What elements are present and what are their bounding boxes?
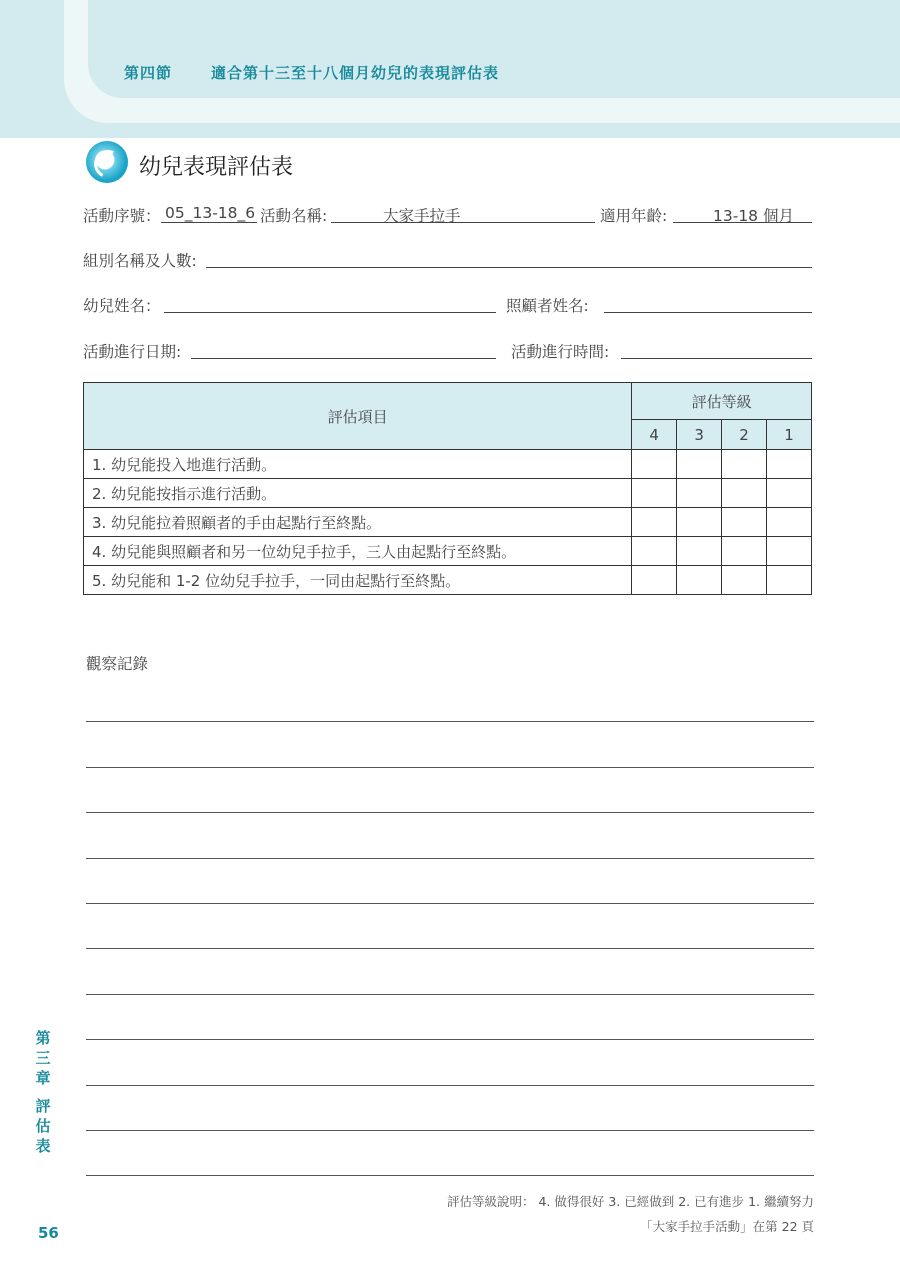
score-cell[interactable] bbox=[722, 450, 767, 479]
activity-no-label: 活動序號： bbox=[83, 207, 161, 225]
level-4-header: 4 bbox=[632, 420, 677, 450]
observation-line[interactable] bbox=[86, 1039, 814, 1040]
activity-no-value: 05_13-18_6 bbox=[165, 204, 256, 222]
score-cell[interactable] bbox=[767, 508, 812, 537]
activity-no-underline bbox=[161, 222, 257, 223]
child-name-field[interactable] bbox=[164, 312, 496, 313]
date-label: 活動進行日期: bbox=[83, 343, 182, 361]
group-field[interactable] bbox=[206, 267, 812, 268]
age-value: 13-18 個月 bbox=[713, 207, 794, 225]
age-label: 適用年齡: bbox=[600, 207, 668, 225]
activity-name-label: 活動名稱: bbox=[260, 207, 328, 225]
score-cell[interactable] bbox=[632, 537, 677, 566]
child-name-label: 幼兒姓名： bbox=[83, 297, 161, 315]
score-cell[interactable] bbox=[722, 566, 767, 595]
rating-legend: 評估等級說明： 4. 做得很好 3. 已經做到 2. 已有進步 1. 繼續努力 bbox=[447, 1194, 814, 1209]
score-cell[interactable] bbox=[767, 450, 812, 479]
table-row bbox=[84, 566, 812, 595]
score-cell[interactable] bbox=[632, 566, 677, 595]
observation-line[interactable] bbox=[86, 721, 814, 722]
item-3: 3. 幼兒能拉着照顧者的手由起點行至終點。 bbox=[84, 508, 632, 537]
observation-line[interactable] bbox=[86, 948, 814, 949]
observation-line[interactable] bbox=[86, 1175, 814, 1176]
table-row bbox=[84, 450, 812, 479]
chapter-label: 第三章 bbox=[35, 1029, 51, 1087]
table-row bbox=[84, 537, 812, 566]
score-cell[interactable] bbox=[722, 479, 767, 508]
section-title: 適合第十三至十八個月幼兒的表現評估表 bbox=[211, 64, 500, 82]
group-label: 組別名稱及人數: bbox=[83, 252, 197, 270]
evaluation-table bbox=[83, 382, 812, 595]
score-cell[interactable] bbox=[632, 450, 677, 479]
score-cell[interactable] bbox=[677, 537, 722, 566]
observation-line[interactable] bbox=[86, 994, 814, 995]
level-3-header: 3 bbox=[677, 420, 722, 450]
activity-name-value: 大家手拉手 bbox=[383, 207, 461, 225]
level-header: 評估等級 bbox=[632, 383, 812, 420]
page-reference: 「大家手拉手活動」在第 22 頁 bbox=[640, 1219, 814, 1234]
form-title: 幼兒表現評估表 bbox=[139, 155, 294, 180]
item-header: 評估項目 bbox=[84, 383, 632, 450]
observation-line[interactable] bbox=[86, 858, 814, 859]
score-cell[interactable] bbox=[677, 566, 722, 595]
item-4: 4. 幼兒能與照顧者和另一位幼兒手拉手，三人由起點行至終點。 bbox=[84, 537, 632, 566]
carer-name-field[interactable] bbox=[604, 312, 812, 313]
carer-name-label: 照顧者姓名: bbox=[506, 297, 589, 315]
score-cell[interactable] bbox=[722, 537, 767, 566]
score-cell[interactable] bbox=[632, 479, 677, 508]
time-field[interactable] bbox=[621, 358, 812, 359]
time-label: 活動進行時間: bbox=[511, 343, 610, 361]
observation-line[interactable] bbox=[86, 903, 814, 904]
score-cell[interactable] bbox=[632, 508, 677, 537]
section-label: 第四節 bbox=[124, 64, 173, 82]
header-tab bbox=[88, 0, 900, 98]
observation-line[interactable] bbox=[86, 1085, 814, 1086]
section-side-label: 評估表 bbox=[35, 1097, 51, 1155]
observation-line[interactable] bbox=[86, 767, 814, 768]
observation-title: 觀察記錄 bbox=[86, 655, 149, 673]
activity-name-underline bbox=[331, 222, 595, 223]
observation-line[interactable] bbox=[86, 1130, 814, 1131]
score-cell[interactable] bbox=[767, 566, 812, 595]
score-cell[interactable] bbox=[767, 479, 812, 508]
score-cell[interactable] bbox=[722, 508, 767, 537]
item-5: 5. 幼兒能和 1-2 位幼兒手拉手，一同由起點行至終點。 bbox=[84, 566, 632, 595]
level-1-header: 1 bbox=[767, 420, 812, 450]
item-2: 2. 幼兒能按指示進行活動。 bbox=[84, 479, 632, 508]
table-row bbox=[84, 508, 812, 537]
observation-line[interactable] bbox=[86, 812, 814, 813]
level-2-header: 2 bbox=[722, 420, 767, 450]
item-1: 1. 幼兒能投入地進行活動。 bbox=[84, 450, 632, 479]
score-cell[interactable] bbox=[677, 450, 722, 479]
score-cell[interactable] bbox=[677, 508, 722, 537]
score-cell[interactable] bbox=[767, 537, 812, 566]
score-cell[interactable] bbox=[677, 479, 722, 508]
date-field[interactable] bbox=[191, 358, 496, 359]
table-row bbox=[84, 479, 812, 508]
page-number: 56 bbox=[38, 1224, 59, 1242]
